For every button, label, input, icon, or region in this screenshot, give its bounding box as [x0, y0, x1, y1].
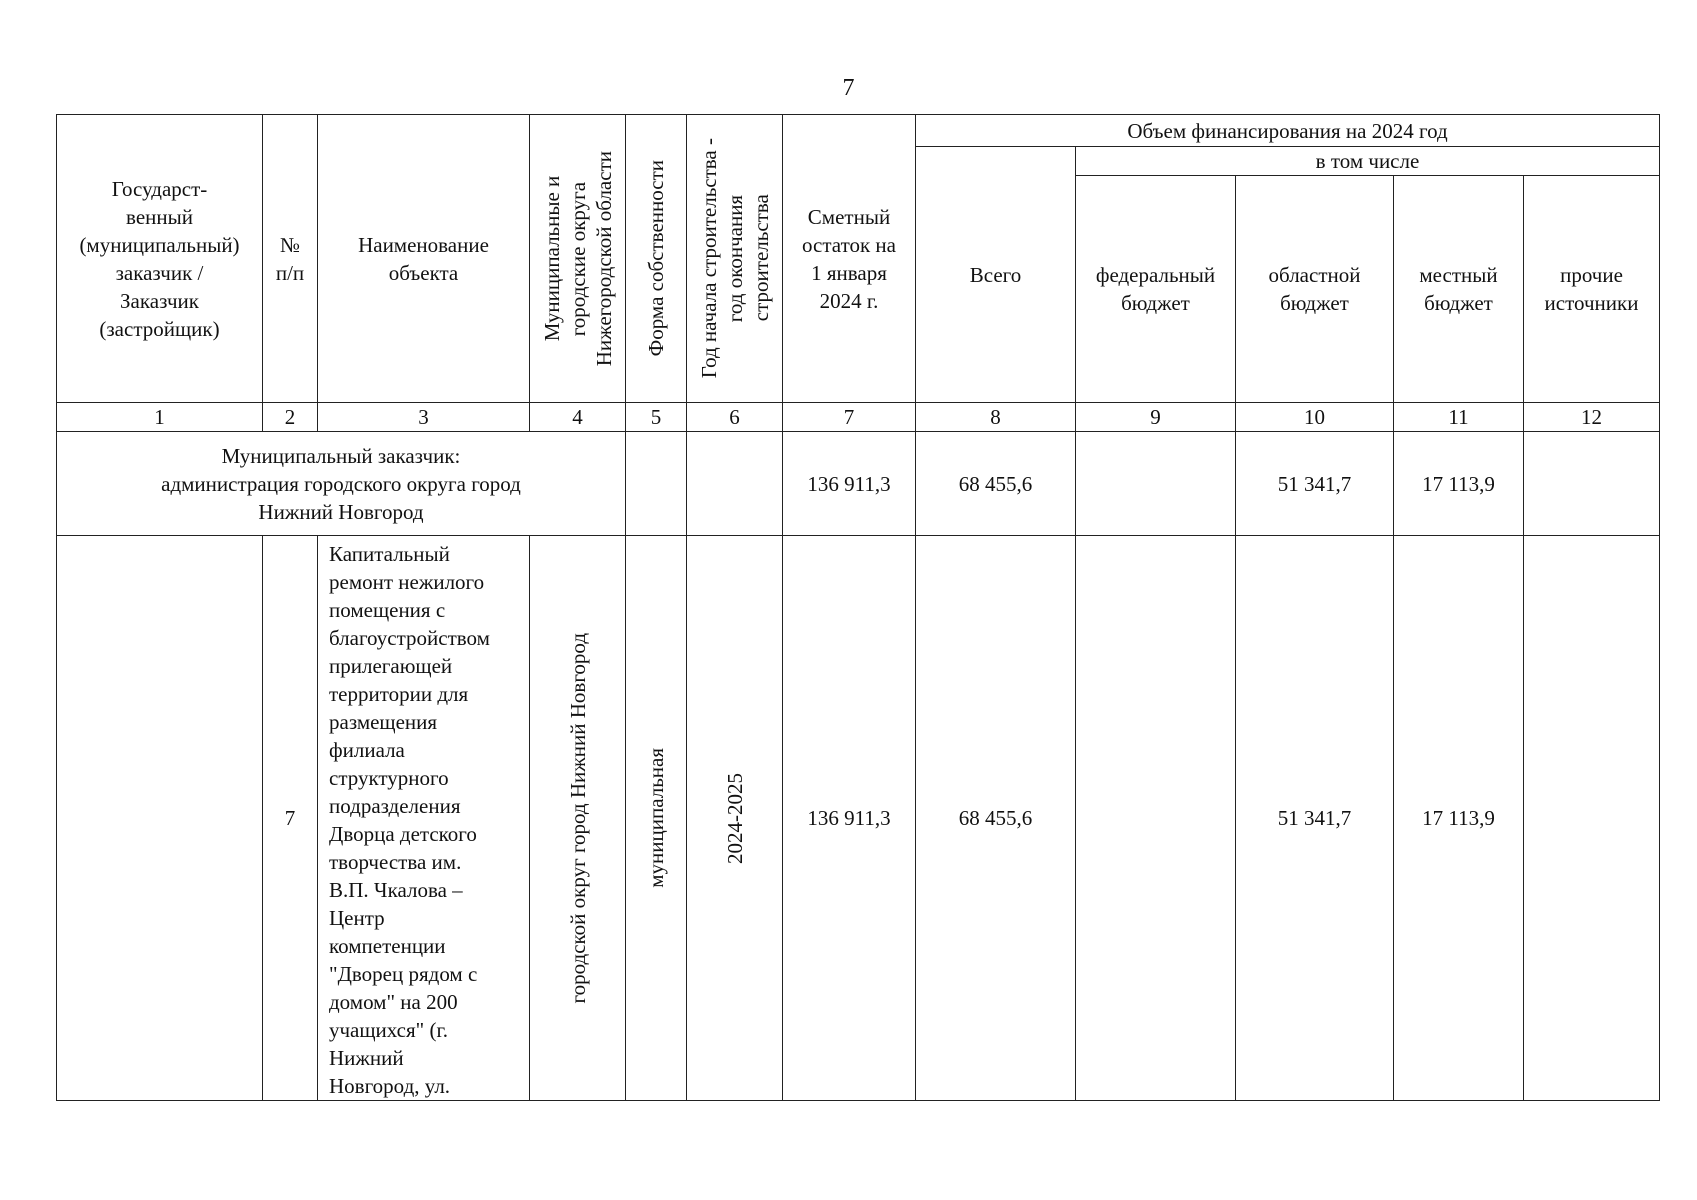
customer-ownership-cell [626, 432, 687, 536]
customer-total: 68 455,6 [916, 432, 1076, 536]
customer-label-cell [57, 432, 626, 536]
header-total-text: Всего [969, 262, 1022, 287]
customer-years-cell [687, 432, 783, 536]
object-name: Капитальный ремонт нежилого помещения с благоустройством прилегающей территории для размещения филиала структурного подразделения Дворца детского творчества им. В.П. Чкалова – Центр компетенции "Дворец рядом с домом" на 200 учащихся" (г. Нижний Новгород, ул. [318, 536, 530, 1101]
header-funding-group [916, 115, 1660, 147]
column-number: 4 [530, 403, 626, 432]
object-total: 68 455,6 [916, 536, 1076, 1101]
header-total [916, 147, 1076, 403]
object-years-cell [687, 536, 783, 1101]
object-estimate-balance: 136 911,3 [783, 536, 916, 1101]
header-including-text: в том числе [1315, 149, 1420, 173]
column-number: 6 [687, 403, 783, 432]
header-other-text: прочие источники [1544, 263, 1639, 315]
header-federal [1076, 176, 1236, 403]
header-ownership [626, 115, 687, 403]
header-estimate-balance-text: Сметный остаток на 1 января 2024 г. [802, 204, 896, 313]
object-other [1524, 536, 1660, 1101]
object-local: 17 113,9 [1394, 536, 1524, 1101]
object-ownership-cell [626, 536, 687, 1101]
header-years [687, 115, 783, 403]
column-number: 9 [1076, 403, 1236, 432]
column-number: 3 [318, 403, 530, 432]
header-funding-group-text: Объем финансирования на 2024 год [1127, 118, 1448, 143]
header-regional [1236, 176, 1394, 403]
header-object-name-text: Наименование объекта [358, 232, 489, 285]
header-municipality [530, 115, 626, 403]
object-customer [57, 536, 263, 1101]
column-number: 10 [1236, 403, 1394, 432]
page-number: 7 [842, 75, 855, 101]
customer-federal [1076, 432, 1236, 536]
column-number: 12 [1524, 403, 1660, 432]
header-regional-text: областной бюджет [1268, 263, 1361, 315]
object-ownership: муниципальная [644, 748, 668, 888]
column-number: 5 [626, 403, 687, 432]
customer-other [1524, 432, 1660, 536]
header-number-text: № п/п [275, 232, 305, 285]
column-number: 1 [57, 403, 263, 432]
header-number [263, 115, 318, 403]
header-municipality-text: Муниципальные и городские округа Нижегородской области [539, 150, 616, 367]
object-row [57, 536, 1660, 1101]
header-including [1076, 147, 1660, 176]
header-object-name [318, 115, 530, 403]
customer-estimate-balance: 136 911,3 [783, 432, 916, 536]
object-federal [1076, 536, 1236, 1101]
customer-summary-row [57, 432, 1660, 536]
header-customer [57, 115, 263, 403]
object-regional: 51 341,7 [1236, 536, 1394, 1101]
column-number: 11 [1394, 403, 1524, 432]
customer-local: 17 113,9 [1394, 432, 1524, 536]
header-years-text: Год начала строительства - год окончания строительства [696, 138, 773, 379]
customer-label: Муниципальный заказчик: администрация городского округа город Нижний Новгород [161, 443, 521, 524]
header-other [1524, 176, 1660, 403]
header-local [1394, 176, 1524, 403]
header-customer-text: Государст- венный (муниципальный) заказчик / Заказчик (застройщик) [79, 176, 240, 341]
column-number: 8 [916, 403, 1076, 432]
financing-table [56, 114, 1660, 1101]
object-municipality-cell [530, 536, 626, 1101]
header-estimate-balance [783, 115, 916, 403]
column-number: 7 [783, 403, 916, 432]
object-years: 2024-2025 [722, 772, 747, 864]
object-number: 7 [263, 536, 318, 1101]
header-federal-text: федеральный бюджет [1095, 263, 1216, 315]
header-local-text: местный бюджет [1419, 263, 1498, 315]
header-ownership-text: Форма собственности [644, 160, 668, 357]
column-number-row [57, 403, 1660, 432]
object-municipality: городской округ город Нижний Новгород [565, 632, 590, 1004]
customer-regional: 51 341,7 [1236, 432, 1394, 536]
column-number: 2 [263, 403, 318, 432]
